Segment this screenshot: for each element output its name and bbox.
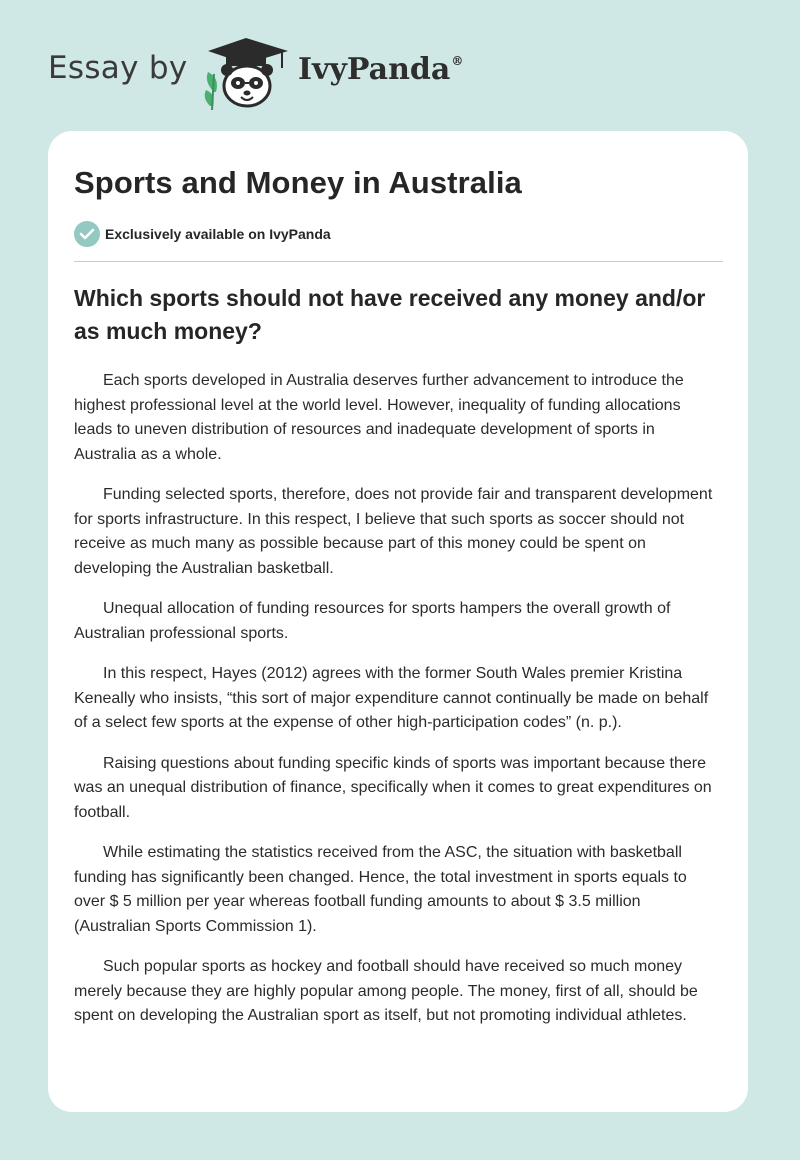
paragraph: In this respect, Hayes (2012) agrees with the former South Wales premier Kristina Keneally who insists, “this sort of major expenditure cannot continually be made on behalf of a select few sports at the expense of other high-participation codes” (n. p.). <box>74 665 709 731</box>
registered-mark: ® <box>451 54 464 68</box>
site-header <box>0 0 800 130</box>
panda-graduate-logo-icon[interactable] <box>200 34 292 112</box>
paragraph: Each sports developed in Australia deserves further advancement to introduce the highest professional level at the world level. However, inequality of funding allocations leads to uneven distribution of resources and inadequate development of sports in Australia as a whole. <box>74 372 684 463</box>
section-heading: Which sports should not have received any money and/or as much money? <box>74 285 706 344</box>
check-circle-icon <box>74 221 100 247</box>
paragraph: Such popular sports as hockey and football should have received so much money merely because they are highly popular among people. The money, first of all, should be spent on developing the Australian sport as itself, but not promoting individual athletes. <box>74 958 698 1024</box>
brand-name[interactable]: IvyPanda® <box>298 52 464 87</box>
essay-body <box>74 369 719 1045</box>
page-title: Sports and Money in Australia <box>74 165 522 200</box>
paragraph: Funding selected sports, therefore, does not provide fair and transparent development for sports infrastructure. In this respect, I believe that such sports as soccer should not receive as much many as possible because part of this money could be spent on developing the Australian basketball. <box>74 486 713 577</box>
divider <box>74 261 723 262</box>
essay-by-label: Essay by <box>48 50 188 86</box>
paragraph: While estimating the statistics received from the ASC, the situation with basketball funding has significantly been changed. Hence, the total investment in sports equals to over $ 5 million per year whereas football funding amounts to about $ 3.5 million (Australian Sports Commission 1). <box>74 844 687 935</box>
paragraph: Unequal allocation of funding resources for sports hampers the overall growth of Australian professional sports. <box>74 600 671 642</box>
essay-card <box>48 131 748 1112</box>
exclusive-label: Exclusively available on IvyPanda <box>105 226 331 242</box>
exclusive-badge <box>74 221 331 247</box>
paragraph: Raising questions about funding specific kinds of sports was important because there was an unequal distribution of finance, specifically when it comes to great expenditures on football. <box>74 754 712 821</box>
